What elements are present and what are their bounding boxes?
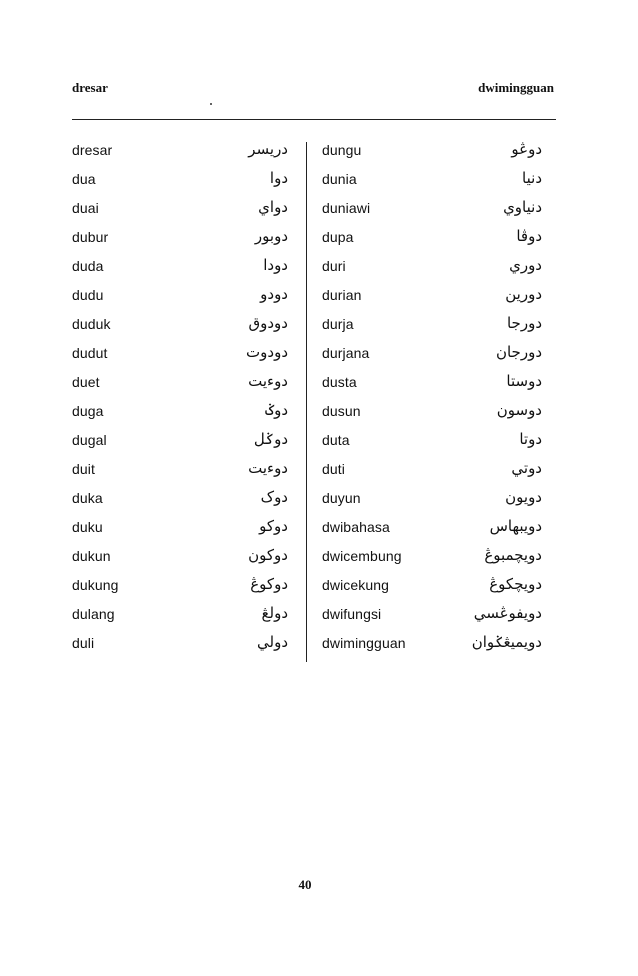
entry-latin: durian — [322, 287, 362, 303]
entry-row — [72, 633, 288, 662]
entry-row — [322, 430, 542, 459]
entry-row — [322, 517, 542, 546]
entry-jawi: دولڠ — [261, 604, 288, 622]
entry-latin: duka — [72, 490, 103, 506]
entry-row — [72, 227, 288, 256]
entry-row — [322, 401, 542, 430]
entry-row — [322, 604, 542, 633]
entry-latin: dresar — [72, 142, 113, 158]
entry-jawi: دوکون — [248, 546, 288, 564]
entry-row — [72, 140, 288, 169]
entry-row — [72, 285, 288, 314]
entry-latin: dwibahasa — [322, 519, 390, 535]
entry-jawi: دوڠو — [511, 140, 542, 158]
entry-jawi: دورجان — [495, 343, 542, 361]
entry-jawi: دوا — [269, 169, 288, 187]
entry-row — [322, 140, 542, 169]
entry-latin: dudu — [72, 287, 104, 303]
entry-latin: dukun — [72, 548, 111, 564]
entry-jawi: دوءيت — [248, 372, 288, 390]
entry-jawi: دولي — [257, 633, 288, 651]
entry-row — [322, 198, 542, 227]
entry-jawi: دوري — [509, 256, 542, 274]
entry-jawi: دودوق — [248, 314, 288, 332]
entry-jawi: دوتي — [511, 459, 542, 477]
page-header-right-word: dwimingguan — [478, 80, 554, 95]
entry-row — [72, 372, 288, 401]
entry-jawi: دوݢل — [253, 430, 288, 448]
entry-latin: duli — [72, 635, 95, 651]
entry-latin: duku — [72, 519, 103, 535]
entry-row — [322, 488, 542, 517]
entry-row — [72, 546, 288, 575]
entry-row — [72, 430, 288, 459]
entry-latin: duyun — [322, 490, 361, 506]
entry-row — [72, 517, 288, 546]
entry-row — [72, 604, 288, 633]
entry-row — [322, 314, 542, 343]
entry-latin: duet — [72, 374, 100, 390]
entry-jawi: دوڤا — [516, 227, 542, 245]
entry-jawi: دوکوڠ — [250, 575, 288, 593]
entry-jawi: دوبور — [254, 227, 288, 245]
entry-row — [72, 256, 288, 285]
entry-latin: dua — [72, 171, 96, 187]
entry-latin: duniawi — [322, 200, 371, 216]
entry-latin: dusta — [322, 374, 357, 390]
entry-row — [72, 488, 288, 517]
entry-jawi: دوݢ — [265, 401, 288, 419]
entry-latin: dwifungsi — [322, 606, 382, 622]
entry-row — [322, 459, 542, 488]
entry-jawi: دنياوي — [503, 198, 542, 216]
entry-latin: duri — [322, 258, 346, 274]
entry-jawi: دوتا — [519, 430, 542, 448]
entry-jawi: دورجا — [506, 314, 542, 332]
entry-jawi: دوءيت — [248, 459, 288, 477]
entry-latin: duda — [72, 258, 104, 274]
entry-latin: dwicembung — [322, 548, 402, 564]
header-rule — [72, 119, 556, 120]
entry-latin: duta — [322, 432, 350, 448]
entry-row — [322, 285, 542, 314]
entry-latin: duit — [72, 461, 95, 477]
entry-latin: dwicekung — [322, 577, 390, 593]
entry-jawi: دويفوڠسي — [473, 604, 542, 622]
entry-jawi: دورين — [505, 285, 542, 303]
entry-latin: dugal — [72, 432, 107, 448]
entry-row — [72, 314, 288, 343]
entry-row — [322, 633, 542, 662]
entry-jawi: دوستا — [506, 372, 542, 390]
column-divider — [306, 142, 307, 662]
entry-jawi: دودوت — [246, 343, 288, 361]
entry-latin: duai — [72, 200, 99, 216]
entry-latin: durja — [322, 316, 354, 332]
entry-jawi: دوسون — [496, 401, 542, 419]
entry-jawi: دويبهاس — [489, 517, 542, 535]
entry-row — [322, 256, 542, 285]
entry-latin: dubur — [72, 229, 109, 245]
entry-row — [322, 372, 542, 401]
entry-latin: dulang — [72, 606, 115, 622]
stray-dot — [210, 103, 212, 105]
entry-latin: duga — [72, 403, 104, 419]
entry-latin: dwimingguan — [322, 635, 406, 651]
entry-row — [72, 169, 288, 198]
entry-latin: dusun — [322, 403, 361, 419]
entry-jawi: دويچمبوڠ — [484, 546, 542, 564]
entry-latin: duti — [322, 461, 345, 477]
entry-row — [322, 169, 542, 198]
entry-jawi: دودا — [263, 256, 288, 274]
entry-jawi: دويميڠݢوان — [471, 633, 542, 651]
entry-jawi: دودو — [260, 285, 288, 303]
entry-row — [322, 227, 542, 256]
entry-jawi: دواي — [258, 198, 288, 216]
entry-row — [72, 575, 288, 604]
entry-latin: durjana — [322, 345, 370, 361]
entry-row — [72, 198, 288, 227]
page-number: 40 — [298, 877, 312, 892]
entry-jawi: دويون — [505, 488, 542, 506]
entry-row — [72, 343, 288, 372]
entry-jawi: دويچکوڠ — [489, 575, 542, 593]
right-column — [322, 140, 542, 662]
entry-latin: dunia — [322, 171, 357, 187]
entry-jawi: دريسر — [248, 140, 288, 158]
entry-latin: dudut — [72, 345, 108, 361]
entry-jawi: دنيا — [522, 169, 542, 187]
entry-latin: dukung — [72, 577, 119, 593]
left-column — [72, 140, 288, 662]
entry-latin: duduk — [72, 316, 111, 332]
page-header-left-word: dresar — [72, 80, 108, 95]
entry-row — [322, 546, 542, 575]
entry-row — [322, 575, 542, 604]
entry-jawi: دوکو — [259, 517, 288, 535]
entry-jawi: دوک — [260, 488, 288, 506]
entry-latin: dupa — [322, 229, 354, 245]
entry-row — [72, 401, 288, 430]
entry-latin: dungu — [322, 142, 362, 158]
entry-row — [72, 459, 288, 488]
entry-row — [322, 343, 542, 372]
